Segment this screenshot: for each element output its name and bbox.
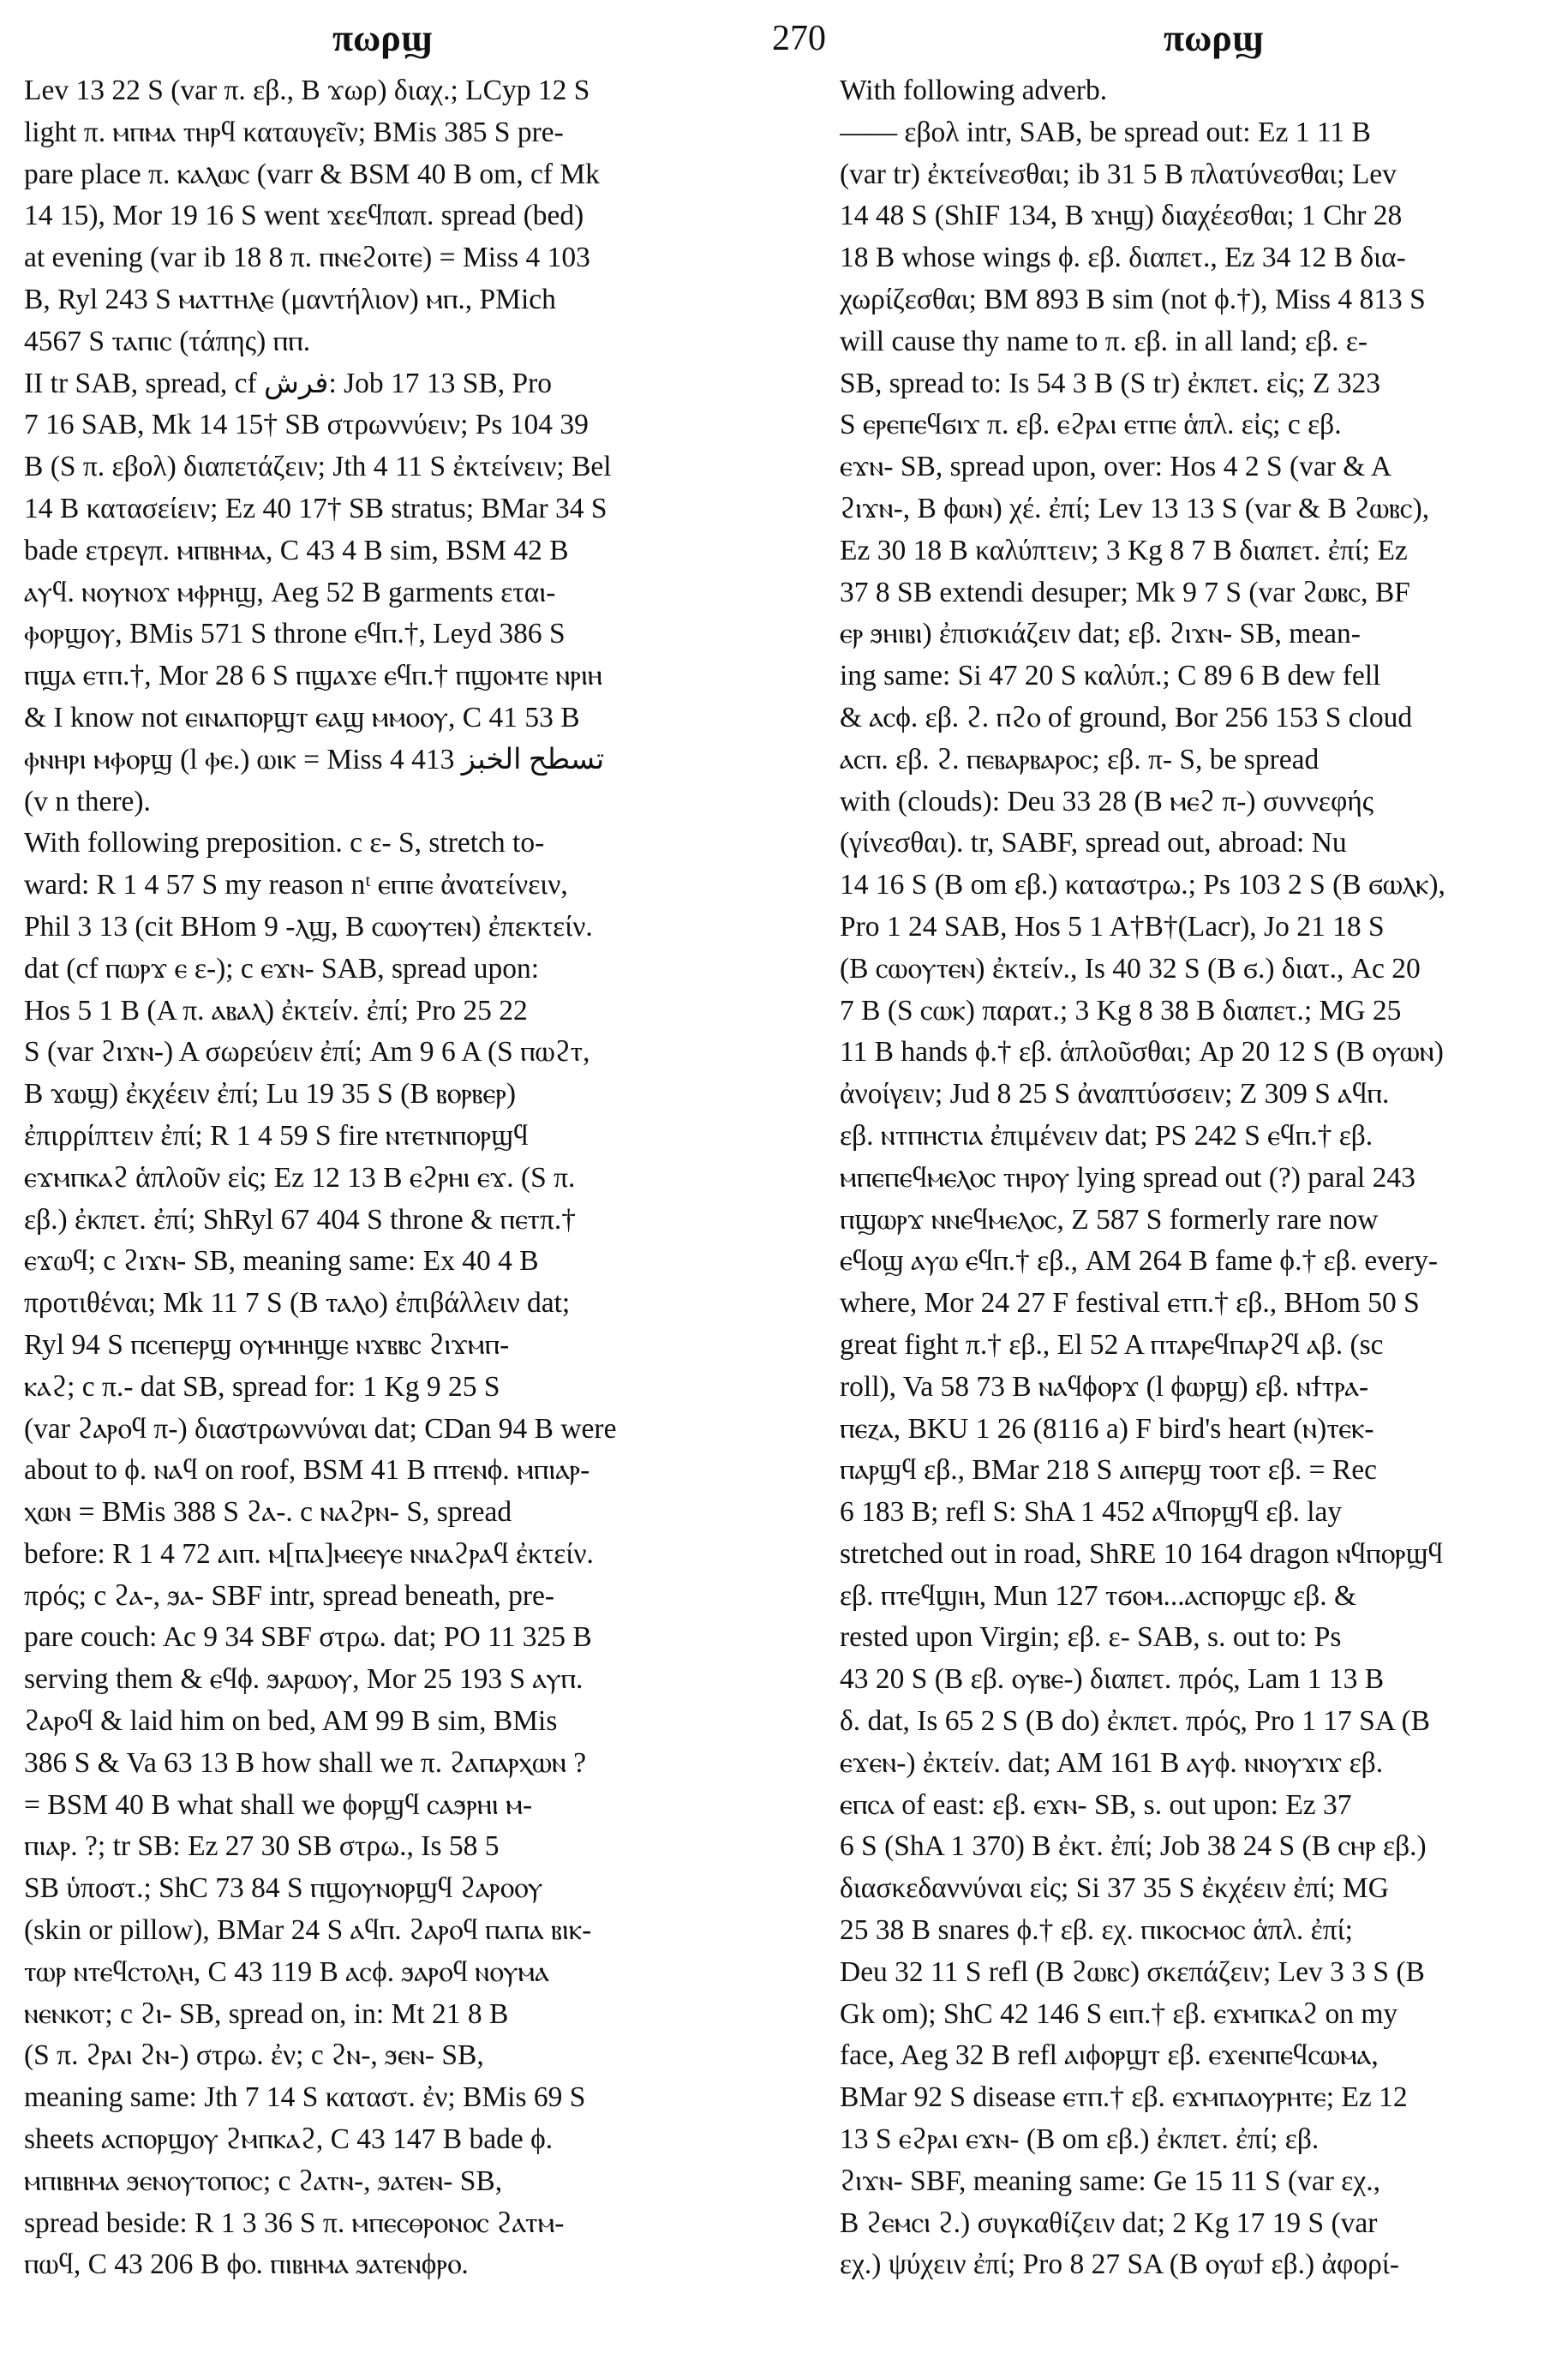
text-line: SB ὑποστ.; ShC 73 84 S ⲡϣⲟⲩⲛⲟⲣϣϥ ϩⲁⲣⲟⲟⲩ xyxy=(24,1872,543,1905)
text-line: 386 S & Va 63 13 B how shall we π. ϩⲁⲡⲁⲣⲭⲱⲛ ? xyxy=(24,1746,587,1779)
text-line: 7 B (S ⲥⲱⲕ) παρατ.; 3 Kg 8 38 B διαπετ.; MG 25 xyxy=(840,994,1402,1027)
text-line: 6 183 B; refl S: ShA 1 452 ⲁϥⲡⲟⲣϣϥ εβ. lay xyxy=(840,1496,1343,1529)
text-columns xyxy=(24,70,1544,2350)
page-number: 270 xyxy=(772,19,826,58)
text-line: = BSM 40 B what shall we ϕⲟⲣϣϥ ⲥⲁϧⲣⲏⲓ ⲙ- xyxy=(24,1788,533,1821)
text-line: ⲁⲩϥ. ⲛⲟⲩⲛⲟϫ ⲙⲫⲣⲏϣ, Aeg 52 B garments εταⲓ- xyxy=(24,576,556,608)
text-line: ⲉⲡⲥⲁ of east: εβ. ⲉϫⲛ- SB, s. out upon: Ez 37 xyxy=(840,1788,1352,1821)
text-line: (var ϩⲁⲣⲟϥ π-) διαστρωννύναι dat; CDan 94 B were xyxy=(24,1412,617,1445)
text-line: (B ⲥⲱⲟⲩⲧⲉⲛ) ἐκτείν., Is 40 32 S (B ϭ.) διατ., Ac 20 xyxy=(840,952,1421,985)
text-line: ἐπιρρίπτειν ἐπί; R 1 4 59 S fire ⲛⲧⲉⲧⲛⲡⲟⲣϣϥ xyxy=(24,1119,529,1152)
text-line: εβ. ⲡⲧⲉϥϣⲓⲏ, Mun 127 ⲧϭⲟⲙ...ⲁⲥⲡⲟⲣϣⲥ εβ. & xyxy=(840,1579,1356,1612)
header-left-word: πωρϣ xyxy=(332,17,433,59)
text-line: Phil 3 13 (cit BHom 9 -ⲗϣ, B ⲥⲱⲟⲩⲧⲉⲛ) ἐπεκτείν. xyxy=(24,910,593,943)
text-line: where, Mor 24 27 F festival ⲉⲧⲡ.† εβ., BHom 50 S xyxy=(840,1287,1420,1320)
text-line: Deu 32 11 S refl (B ϩⲱⲃⲥ) σκεπάζειν; Lev 3 3 S (B xyxy=(840,1955,1425,1988)
text-line: & ⲁⲥϕ. εβ. ϩ. ⲡϩⲟ of ground, Bor 256 153 S cloud xyxy=(840,701,1413,733)
text-line: Hos 5 1 B (A π. ⲁⲃⲁⲗ) ἐκτείν. ἐπί; Pro 25 22 xyxy=(24,994,528,1027)
text-line: ⲧⲱⲣ ⲛⲧⲉϥⲥⲧⲟⲗⲏ, C 43 119 B ⲁⲥϕ. ϧⲁⲣⲟϥ ⲛⲟⲩⲙⲁ xyxy=(24,1955,549,1988)
text-line: χωρίζεσθαι; BM 893 B sim (not ϕ.†), Miss 4 813 S xyxy=(840,283,1426,315)
text-line: ⲡϣⲁ ⲉⲧⲡ.†, Mor 28 6 S ⲡϣⲁϫⲉ ⲉϥⲡ.† ⲡϣⲟⲙⲧⲉ ⲛⲣⲓⲏ xyxy=(24,660,602,692)
header-right-word: πωρϣ xyxy=(1164,17,1264,59)
text-line: pare couch: Ac 9 34 SBF στρω. dat; PO 11 325 B xyxy=(24,1621,592,1654)
text-line: spread beside: R 1 3 36 S π. ⲙⲡⲉⲥⲑⲣⲟⲛⲟⲥ ϩⲁⲧⲙ- xyxy=(24,2206,565,2239)
text-line: ⲕⲁϩ; c π.- dat SB, spread for: 1 Kg 9 25 S xyxy=(24,1370,500,1403)
text-line: ward: R 1 4 57 S my reason nᵗ ⲉⲡⲡⲉ ἀνατείνειν, xyxy=(24,869,568,901)
text-line: ⲉϫⲱϥ; c ϩⲓϫⲛ- SB, meaning same: Ex 40 4 B xyxy=(24,1245,539,1278)
text-line: ἀνοίγειν; Jud 8 25 S ἀναπτύσσειν; Z 309 S ⲁϥⲡ. xyxy=(840,1078,1390,1111)
text-line: 6 S (ShA 1 370) B ἐκτ. ἐπί; Job 38 24 S (B ⲥⲏⲣ εβ.) xyxy=(840,1830,1427,1863)
text-line: (γίνεσθαι). tr, SABF, spread out, abroad: Nu xyxy=(840,827,1347,859)
text-line: (S π. ϩⲣⲁⲓ ϩⲛ-) στρω. ἐν; c ϩⲛ-, ϧⲉⲛ- SB, xyxy=(24,2039,484,2072)
text-line: ⲡⲱϥ, C 43 206 B ϕⲟ. ⲡⲓⲃⲏⲙⲁ ϧⲁⲧⲉⲛϕⲣⲟ. xyxy=(24,2248,469,2281)
text-line: εβ. ⲛⲧⲡⲏⲥⲧⲓⲁ ἐπιμένειν dat; PS 242 S ⲉϥⲡ.† εβ. xyxy=(840,1119,1373,1152)
text-line: B ϫⲱϣ) ἐκχέειν ἐπί; Lu 19 35 S (B ⲃⲟⲣⲃⲉⲣ) xyxy=(24,1078,517,1111)
text-line: Lev 13 22 S (var π. εβ., B ϫωρ) διαχ.; LCyp 12 S xyxy=(24,75,590,106)
left-column xyxy=(24,70,763,2286)
text-line: dat (cf ⲡⲱⲣϫ ⲉ ε-); c ⲉϫⲛ- SAB, spread upon: xyxy=(24,952,540,985)
text-line: ϩⲓϫⲛ- SBF, meaning same: Ge 15 11 S (var εχ., xyxy=(840,2164,1380,2197)
text-line: ⲙⲡⲓⲃⲏⲙⲁ ϧⲉⲛⲟⲩⲧⲟⲡⲟⲥ; c ϩⲁⲧⲛ-, ϧⲁⲧⲉⲛ- SB, xyxy=(24,2164,503,2197)
text-line: before: R 1 4 72 ⲁⲓⲡ. ⲙ[ⲡⲁ]ⲙⲉⲉⲩⲉ ⲛⲛⲁϩⲣⲁϥ ἐκτείν. xyxy=(24,1537,594,1570)
text-line: with (clouds): Deu 33 28 (B ⲙⲉϩ π-) συννεφής xyxy=(840,785,1374,817)
text-line: sheets ⲁⲥⲡⲟⲣϣⲟⲩ ϩⲙⲡⲕⲁϩ, C 43 147 B bade ϕ. xyxy=(24,2123,554,2156)
text-line: 14 B κατασείειν; Ez 40 17† SB stratus; BMar 34 S xyxy=(24,492,607,524)
right-column xyxy=(840,70,1544,2286)
text-line: (skin or pillow), BMar 24 S ⲁϥⲡ. ϩⲁⲣⲟϥ ⲡⲁⲡⲁ ⲃⲓⲕ- xyxy=(24,1914,592,1947)
text-line: διασκεδαννύναι εἰς; Si 37 35 S ἐκχέειν ἐπί; MG xyxy=(840,1872,1389,1905)
text-line: BMar 92 S disease ⲉⲧⲡ.† εβ. ⲉϫⲙⲡⲁⲟⲩⲣⲏⲧⲉ; Ez 12 xyxy=(840,2081,1408,2114)
text-line: at evening (var ib 18 8 π. ⲡⲛⲉϩⲟⲓⲧⲉ) = Miss 4 103 xyxy=(24,242,590,274)
text-line: With following preposition. c ε- S, stretch to- xyxy=(24,827,545,859)
text-line: ⲡϣⲱⲣϫ ⲛⲛⲉϥⲙⲉⲗⲟⲥ, Z 587 S formerly rare now xyxy=(840,1203,1379,1236)
text-line: meaning same: Jth 7 14 S καταστ. ἐν; BMis 69 S xyxy=(24,2081,586,2114)
text-line: & I know not ⲉⲓⲛⲁⲡⲟⲣϣⲧ ⲉⲁϣ ⲙⲙⲟⲟⲩ, C 41 53 B xyxy=(24,701,580,733)
text-line: ⲛⲉⲛⲕⲟⲧ; c ϩⲓ- SB, spread on, in: Mt 21 8 B xyxy=(24,1997,509,2030)
text-line: 13 S ⲉϩⲣⲁⲓ ⲉϫⲛ- (B om εβ.) ἐκπετ. ἐπί; εβ. xyxy=(840,2123,1320,2156)
text-line: εβ.) ἐκπετ. ἐπί; ShRyl 67 404 S throne & ⲡⲉⲧπ.† xyxy=(24,1203,576,1236)
text-line: 7 16 SAB, Mk 14 15† SB στρωννύειν; Ps 104 39 xyxy=(24,409,589,441)
text-line: (var tr) ἐκτείνεσθαι; ib 31 5 B πλατύνεσθαι; Lev xyxy=(840,158,1397,190)
text-line: ⲉϫⲉⲛ-) ἐκτείν. dat; AM 161 B ⲁⲩϕ. ⲛⲛⲟⲩϫⲓϫ εβ. xyxy=(840,1746,1384,1779)
text-line: great fight π.† εβ., El 52 A ⲡⲧⲁⲣⲉϥⲡⲁⲣϩϥ ⲁβ. (sc xyxy=(840,1328,1384,1361)
text-line: Gk om); ShC 42 146 S ⲉⲓⲡ.† εβ. ⲉϫⲙⲡⲕⲁϩ on my xyxy=(840,1997,1398,2030)
text-line: ϩⲁⲣⲟϥ & laid him on bed, AM 99 B sim, BMis xyxy=(24,1705,558,1738)
text-line: ⲫⲛⲏⲣⲓ ⲙⲫⲟⲣϣ (l ⲫⲉ.) ⲱⲓⲕ = Miss 4 413 تسطح الخبز xyxy=(24,743,605,775)
text-line: stretched out in road, ShRE 10 164 dragon ⲛϥⲡⲟⲣϣϥ xyxy=(840,1537,1444,1570)
text-line: 14 15), Mor 19 16 S went ϫεεϥπαπ. spread (bed) xyxy=(24,200,584,232)
text-line: rested upon Virgin; εβ. ε- SAB, s. out to: Ps xyxy=(840,1621,1342,1654)
text-line: will cause thy name to π. εβ. in all land; εβ. ε- xyxy=(840,325,1368,357)
text-line: προτιθέναι; Mk 11 7 S (B ⲧⲁⲗⲟ) ἐπιβάλλειν dat; xyxy=(24,1287,571,1320)
text-line: S ⲉⲣⲉⲡⲉϥϭⲓϫ π. εβ. ⲉϩⲣⲁⲓ ⲉⲧⲡⲉ ἁπλ. εἰς; c εβ. xyxy=(840,409,1342,441)
text-line: B ϩⲉⲙⲥⲓ ϩ.) συγκαθίζειν dat; 2 Kg 17 19 S (var xyxy=(840,2206,1378,2239)
text-line: about to ϕ. ⲛⲁϥ on roof, BSM 41 B ⲡⲧⲉⲛϕ. ⲙⲡⲓⲁⲣ- xyxy=(24,1454,590,1487)
text-line: 11 B hands ϕ.† εβ. ἁπλοῦσθαι; Ap 20 12 S (B ⲟⲩⲱⲛ) xyxy=(840,1036,1444,1069)
text-line: ⲡⲁⲣϣϥ εβ., BMar 218 S ⲁⲓⲡⲉⲣϣ ⲧⲟⲟⲧ εβ. = Rec xyxy=(840,1454,1377,1487)
text-line: ⲁⲥⲡ. εβ. ϩ. ⲡⲉⲃⲁⲣⲃⲁⲣⲟⲥ; εβ. π- S, be spread xyxy=(840,743,1320,775)
text-line: 18 B whose wings ϕ. εβ. διαπετ., Ez 34 12 B δια- xyxy=(840,242,1406,274)
text-line: ing same: Si 47 20 S καλύπ.; C 89 6 B dew fell xyxy=(840,660,1381,692)
text-line: δ. dat, Is 65 2 S (B do) ἐκπετ. πρός, Pro 1 17 SA (B xyxy=(840,1705,1430,1738)
text-line: face, Aeg 32 B refl ⲁⲓϕⲟⲣϣⲧ εβ. ⲉϫⲉⲛⲡⲉϥⲥⲱⲙⲁ, xyxy=(840,2039,1379,2072)
text-line: 37 8 SB extendi desuper; Mk 9 7 S (var ϩⲱⲃⲥ, BF xyxy=(840,576,1410,608)
text-line: With following adverb. xyxy=(840,75,1108,106)
page-header xyxy=(24,12,1544,65)
text-line: serving them & ⲉϥϕ. ϧⲁⲣⲱⲟⲩ, Mor 25 193 S ⲁⲩⲡ. xyxy=(24,1663,584,1696)
text-line: Ryl 94 S ⲡⲥⲉⲡⲉⲣϣ ⲟⲩⲙⲏⲏϣⲉ ⲛϫⲃⲃⲥ ϩⲓϫⲙⲡ- xyxy=(24,1328,510,1361)
text-line: 14 48 S (ShIF 134, B ϫⲏϣ) διαχέεσθαι; 1 Chr 28 xyxy=(840,200,1403,232)
text-line: 25 38 B snares ϕ.† εβ. εχ. ⲡⲓⲕⲟⲥⲙⲟⲥ ἁπλ. ἐπί; xyxy=(840,1914,1353,1947)
text-line: roll), Va 58 73 B ⲛⲁϥϕⲟⲣϫ (l ϕⲱⲣϣ) εβ. ⲛϯⲧⲣⲁ- xyxy=(840,1370,1369,1403)
text-line: II tr SAB, spread, cf فرش: Job 17 13 SB, Pro xyxy=(24,367,553,399)
text-line: ϩⲓϫⲛ-, B ϕⲱⲛ) χέ. ἐπί; Lev 13 13 S (var & B ϩⲱⲃⲥ), xyxy=(840,492,1430,524)
text-line: 4567 S ⲧⲁⲡⲓⲥ (τάπης) ⲡⲡ. xyxy=(24,325,311,357)
text-line: εχ.) ψύχειν ἐπί; Pro 8 27 SA (B ⲟⲩⲱϯ εβ.) ἀφορί- xyxy=(840,2248,1400,2281)
text-line: ⲡⲓⲁⲣ. ?; tr SB: Ez 27 30 SB στρω., Is 58 5 xyxy=(24,1830,500,1863)
text-line: Pro 1 24 SAB, Hos 5 1 A†B†(Lacr), Jo 21 18 S xyxy=(840,910,1385,943)
text-line: SB, spread to: Is 54 3 B (S tr) ἐκπετ. εἰς; Z 323 xyxy=(840,367,1380,399)
text-line: ⲫⲟⲣϣⲟⲩ, BMis 571 S throne ⲉϥⲡ.†, Leyd 386 S xyxy=(24,618,566,650)
text-line: 43 20 S (B εβ. ⲟⲩⲃⲉ-) διαπετ. πρός, Lam 1 13 B xyxy=(840,1663,1385,1696)
text-line: B, Ryl 243 S ⲙⲁⲧⲧⲏⲗⲉ (μαντήλιον) ⲙⲡ., PMich xyxy=(24,283,556,315)
text-line: ⲭⲱⲛ = BMis 388 S ϩⲁ-. c ⲛⲁϩⲣⲛ- S, spread xyxy=(24,1496,512,1529)
text-line: bade ετρεγπ. ⲙⲡⲃⲏⲙⲁ, C 43 4 B sim, BSM 42 B xyxy=(24,534,569,566)
text-line: (v n there). xyxy=(24,785,151,817)
text-line: B (S π. εβολ) διαπετάζειν; Jth 4 11 S ἐκτείνειν; Bel xyxy=(24,451,612,483)
text-line: Ez 30 18 B καλύπτειν; 3 Kg 8 7 B διαπετ. ἐπί; Ez xyxy=(840,534,1408,566)
text-line: ⲙⲡⲉⲡⲉϥⲙⲉⲗⲟⲥ ⲧⲏⲣⲟⲩ lying spread out (?) paral 243 xyxy=(840,1161,1415,1194)
text-line: ⲉϫⲛ- SB, spread upon, over: Hos 4 2 S (var & A xyxy=(840,451,1392,483)
text-line: πρός; c ϩⲁ-, ϧⲁ- SBF intr, spread beneath, pre- xyxy=(24,1579,555,1612)
text-line: 14 16 S (B om εβ.) καταστρω.; Ps 103 2 S (B ϭⲱⲗⲕ), xyxy=(840,869,1445,901)
text-line: —— εβολ intr, SAB, be spread out: Ez 1 11 B xyxy=(840,116,1371,148)
text-line: ⲉϫⲙⲡⲕⲁϩ ἁπλοῦν εἰς; Ez 12 13 B ⲉϩⲣⲏⲓ ⲉϫ. (S π. xyxy=(24,1161,576,1194)
text-line: pare place π. ⲕⲁⲗⲱⲥ (varr & BSM 40 B om, cf Mk xyxy=(24,158,600,190)
text-line: light π. ⲙⲡⲙⲁ ⲧⲏⲣϥ καταυγεῖν; BMis 385 S pre- xyxy=(24,116,564,148)
text-line: S (var ϩⲓϫⲛ-) A σωρεύειν ἐπί; Am 9 6 A (S ⲡⲱϩⲧ, xyxy=(24,1036,590,1069)
text-line: ⲉⲣ ϧⲏⲓⲃⲓ) ἐπισκιάζειν dat; εβ. ϩⲓϫⲛ- SB, mean- xyxy=(840,618,1361,650)
text-line: ⲡⲉⲍⲁ, BKU 1 26 (8116 a) F bird's heart (ⲛ)ⲧⲉⲕ- xyxy=(840,1412,1374,1445)
text-line: ⲉϥⲟϣ ⲁⲩⲱ ⲉϥⲡ.† εβ., AM 264 B fame ϕ.† εβ. every- xyxy=(840,1245,1438,1278)
